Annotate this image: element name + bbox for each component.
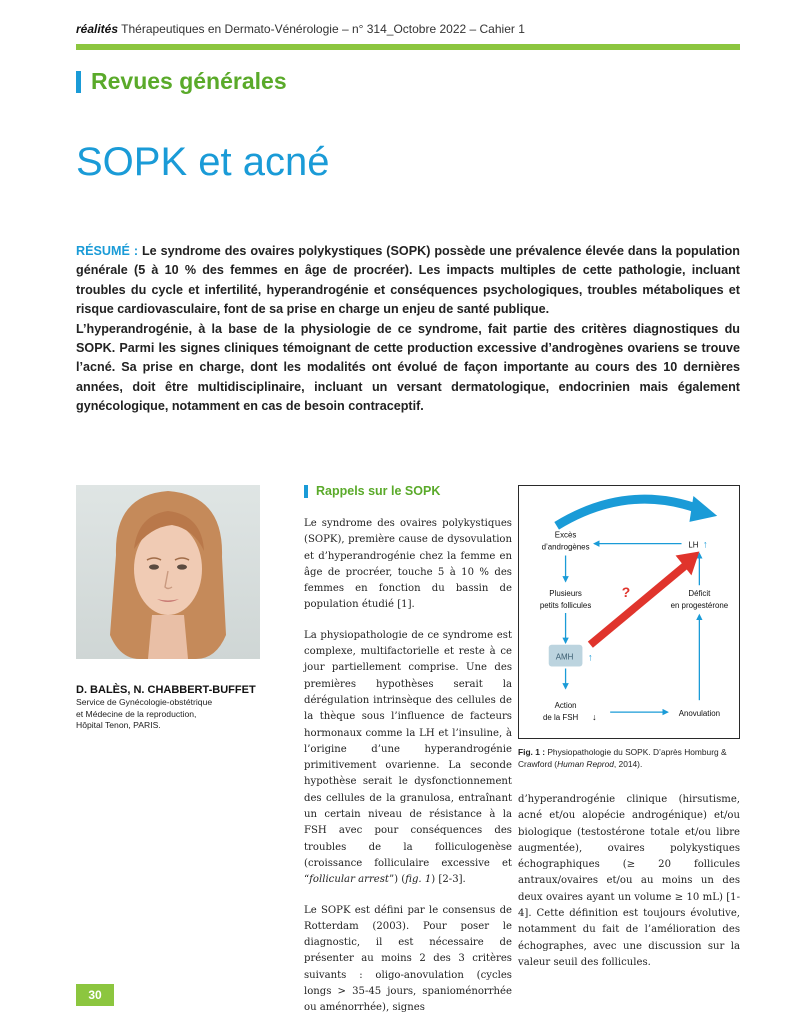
author-names: D. BALÈS, N. CHABBERT-BUFFET xyxy=(76,684,256,696)
body-paragraph-3: Le SOPK est défini par le consensus de Rotterdam (2003). Pour poser le diagnostic, il est nécessaire de présenter au moins 2 des 3 critères suivants : oligo-anovulation (cycles longs > 35-45 jours, spanioménorrhée ou aménorrhée), signes xyxy=(304,904,512,1014)
column-heading-text: Rappels sur le SOPK xyxy=(316,484,441,498)
label-lh: LH xyxy=(688,540,699,550)
label-fsh: de la FSH xyxy=(543,713,579,723)
heading-marker xyxy=(304,485,308,498)
label-androgenes: d’androgènes xyxy=(541,542,590,552)
label-deficit: Déficit xyxy=(688,589,711,599)
label-plusieurs: Plusieurs xyxy=(549,589,582,599)
running-header xyxy=(76,22,525,36)
label-anovulation: Anovulation xyxy=(678,709,721,719)
section-marker xyxy=(76,71,81,93)
figure-caption: Fig. 1 : Physiopathologie du SOPK. D’après Homburg & Crawford (Human Reprod, 2014). xyxy=(518,747,727,769)
label-petits-follicules: petits follicules xyxy=(539,601,592,611)
column-heading xyxy=(304,484,440,498)
abstract-paragraph-1: RÉSUMÉ : Le syndrome des ovaires polykystiques (SOPK) possède une prévalence élevée dans la population générale (5 à 10 % des femmes en âge de procréer). Les impacts multiples de cette pathologie, incluant troubles du cycle et infertilité, hyperandrogénie et conséquences psychologiques, troubles métaboliques et risque cardiovasculaire, font de sa prise en charge un enjeu de santé publique. xyxy=(76,244,740,317)
section-label xyxy=(76,68,287,95)
fsh-down-arrow: ↓ xyxy=(592,712,597,723)
curved-arrow-head xyxy=(689,496,717,522)
label-amh: AMH xyxy=(555,652,574,662)
curved-arrow xyxy=(557,499,702,526)
author-affiliation: Service de Gynécologie-obstétrique et Médecine de la reproduction, Hôpital Tenon, PARIS. xyxy=(76,697,213,731)
figure-reference: fig. 1 xyxy=(405,874,432,886)
journal-brand: réalités xyxy=(76,22,119,36)
issue-info: Thérapeutiques en Dermato-Vénérologie – n° 314_Octobre 2022 – Cahier 1 xyxy=(118,22,525,36)
label-exces: Excès xyxy=(554,530,577,540)
body-paragraph-4: d’hyperandrogénie clinique (hirsutisme, acné et/ou alopécie androgénique) et/ou biologique (testostérone totale et/ou libre augmentée), ovaires polykystiques échographiques (≥ 20 follicules antraux/ovaires et/ou au moins un des deux ovaires ayant un volume ≥ 10 mL) [1-4]. Cette définition est toujours évolutive, notamment du fait de l’amélioration des échographes, avec une discussion sur la valeur seuil des follicules. xyxy=(518,794,740,968)
portrait-illustration xyxy=(76,485,260,659)
label-action: Action xyxy=(554,701,577,711)
author-photo xyxy=(76,485,260,659)
abstract-keyword: RÉSUMÉ : xyxy=(76,244,139,258)
body-paragraph-1: Le syndrome des ovaires polykystiques (SOPK), première cause de dysovulation et d’hyperandrogénie chez la femme en âge de procréer, touche 5 à 10 % des femmes en fonction du bassin de population étudié [1]. xyxy=(304,518,512,611)
question-mark: ? xyxy=(621,584,631,601)
abstract-paragraph-2: L’hyperandrogénie, à la base de la physiologie de ce syndrome, fait partie des critères diagnostiques du SOPK. Parmi les signes cliniques témoignant de cette production excessive d’androgènes ovariens se trouve l’acné. Sa prise en charge, dont les modalités ont évolué de façon importante au cours des 10 dernières années, doit être multidisciplinaire, incluant un versant dermatologique, endocrinien mais également gynécologique, notamment en cas de besoin contraceptif. xyxy=(76,321,740,414)
body-column-right xyxy=(518,792,740,985)
page-number: 30 xyxy=(76,984,114,1006)
lh-up-arrow: ↑ xyxy=(702,539,708,551)
label-progesterone: en progestérone xyxy=(670,601,729,611)
body-paragraph-2: La physiopathologie de ce syndrome est complexe, multifactorielle et reste à ce jour partiellement comprise. Une des premières hypothèses serait la dérégulation intrinsèque des cellules de la thèque sous l’influence de facteurs hormonaux comme la LH et l’insuline, à l’origine d’une hyperandrogénie primitivement ovarienne. La seconde hypothèse serait le dysfonctionnement des cellules de la granulosa, entraînant un certain niveau de résistance à la FSH avec pour conséquences des troubles de la folliculogenèse (croissance folliculaire excessive et “follicular arrest”) (fig. 1) [2-3]. xyxy=(304,629,512,886)
physiopathology-diagram xyxy=(519,486,739,738)
article-title: SOPK et acné xyxy=(76,140,330,184)
header-rule xyxy=(76,44,740,50)
figure-1 xyxy=(518,485,740,739)
abstract xyxy=(76,242,740,417)
amh-up-arrow: ↑ xyxy=(587,652,593,664)
section-label-text: Revues générales xyxy=(91,68,287,94)
body-column-middle xyxy=(304,516,512,1031)
